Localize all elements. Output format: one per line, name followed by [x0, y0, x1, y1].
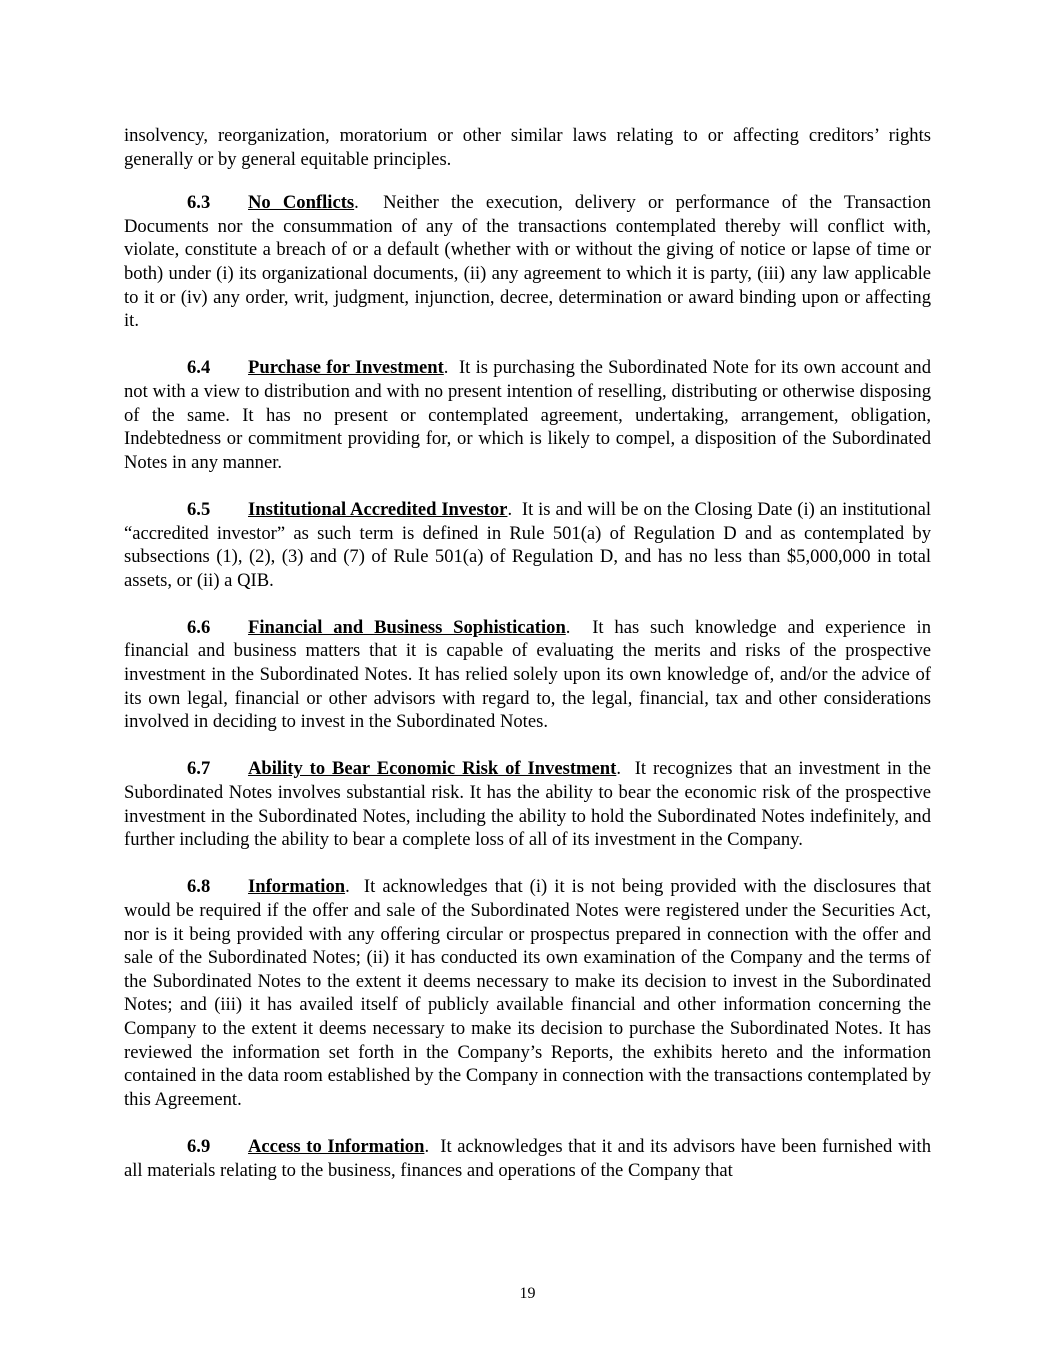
section-number: 6.6: [187, 616, 211, 638]
section-6-7: [124, 757, 931, 851]
document-page: [124, 124, 931, 1206]
section-number: 6.5: [187, 498, 211, 520]
continuation-paragraph: insolvency, reorganization, moratorium or other similar laws relating to or affecting creditors’ rights generally or by general equitable principles.: [124, 125, 931, 170]
heading-period: .: [424, 1135, 430, 1157]
section-number: 6.8: [187, 876, 211, 898]
section-number: 6.3: [187, 192, 211, 214]
section-heading: Financial and Business Sophistication: [248, 616, 566, 638]
section-body: It acknowledges that it and its advisors have been furnished with all materials relating to the business, finances and operations of the Company that: [124, 1135, 932, 1181]
section-6-8: [124, 875, 931, 1111]
section-heading: Institutional Accredited Investor: [248, 498, 508, 520]
section-heading: Purchase for Investment: [248, 357, 444, 379]
section-6-5: [124, 498, 931, 592]
heading-period: .: [354, 192, 359, 214]
section-6-9: [124, 1135, 931, 1182]
section-heading: Information: [248, 876, 346, 898]
section-body: It has such knowledge and experience in financial and business matters that it is capable of evaluating the merits and risks of the prospective investment in the Subordinated Notes. It has relied solely upon its own knowledge of, and/or the advice of its own legal, financial or other advisors with regard to, the legal, financial, tax and other considerations involved in deciding to invest in the Subordinated Notes.: [124, 616, 931, 733]
section-6-6: [124, 616, 931, 734]
section-number: 6.4: [187, 357, 211, 379]
section-body: It is and will be on the Closing Date (i) an institutional “accredited investor” as such term is defined in Rule 501(a) of Regulation D and as contemplated by subsections (1), (2), (3) and (7) of Rule 501(a) of Regulation D, and has no less than $5,000,000 in total assets, or (ii) a QIB.: [124, 498, 932, 591]
section-body: Neither the execution, delivery or performance of the Transaction Documents nor the consummation of any of the transactions contemplated thereby will conflict with, violate, constitute a breach of or a default (whether with or without the giving of notice or lapse of time or both) under (i) its organizational documents, (ii) any agreement to which it is party, (iii) any law applicable to it or (iv) any order, writ, judgment, injunction, decree, determination or award binding upon or affecting it.: [124, 192, 931, 332]
section-body: It recognizes that an investment in the Subordinated Notes involves substantial risk. It has the ability to bear the economic risk of the prospective investment in the Subordinated Notes, including the ability to hold the Subordinated Notes indefinitely, and further including the ability to bear a complete loss of all of its investment in the Company.: [124, 758, 932, 851]
heading-period: .: [345, 876, 350, 898]
section-body: It acknowledges that (i) it is not being provided with the disclosures that would be required if the offer and sale of the Subordinated Notes were registered under the Securities Act, nor is it being provided with any offering circular or prospectus prepared in connection with the offer and sale of the Subordinated Notes; (ii) it has conducted its own examination of the Company and the terms of the Subordinated Notes to the extent it deems necessary to make its decision to invest in the Subordinated Notes; and (iii) it has availed itself of publicly available financial and other information concerning the Company to the extent it deems necessary to make its decision to purchase the Subordinated Notes. It has reviewed the information set forth in the Company’s Reports, the exhibits hereto and the information contained in the data room established by the Company in connection with the transactions contemplated by this Agreement.: [124, 876, 932, 1110]
heading-period: .: [565, 616, 571, 638]
section-6-4: [124, 356, 931, 474]
section-body: It is purchasing the Subordinated Note for its own account and not with a view to distribution and with no present intention of reselling, distributing or otherwise disposing of the same. It has no present or contemplated agreement, undertaking, arrangement, obligation, Indebtedness or commitment providing for, or which is likely to compel, a disposition of the Subordinated Notes in any manner.: [124, 357, 931, 473]
section-6-3: [124, 191, 931, 333]
page-number: 19: [519, 1285, 536, 1302]
heading-period: .: [616, 758, 621, 780]
section-heading: Access to Information: [248, 1135, 425, 1157]
section-number: 6.9: [187, 1135, 211, 1157]
section-heading: No Conflicts: [248, 192, 355, 214]
section-number: 6.7: [187, 758, 211, 780]
heading-period: .: [507, 498, 513, 520]
heading-period: .: [443, 357, 449, 379]
section-heading: Ability to Bear Economic Risk of Investment: [248, 758, 617, 780]
